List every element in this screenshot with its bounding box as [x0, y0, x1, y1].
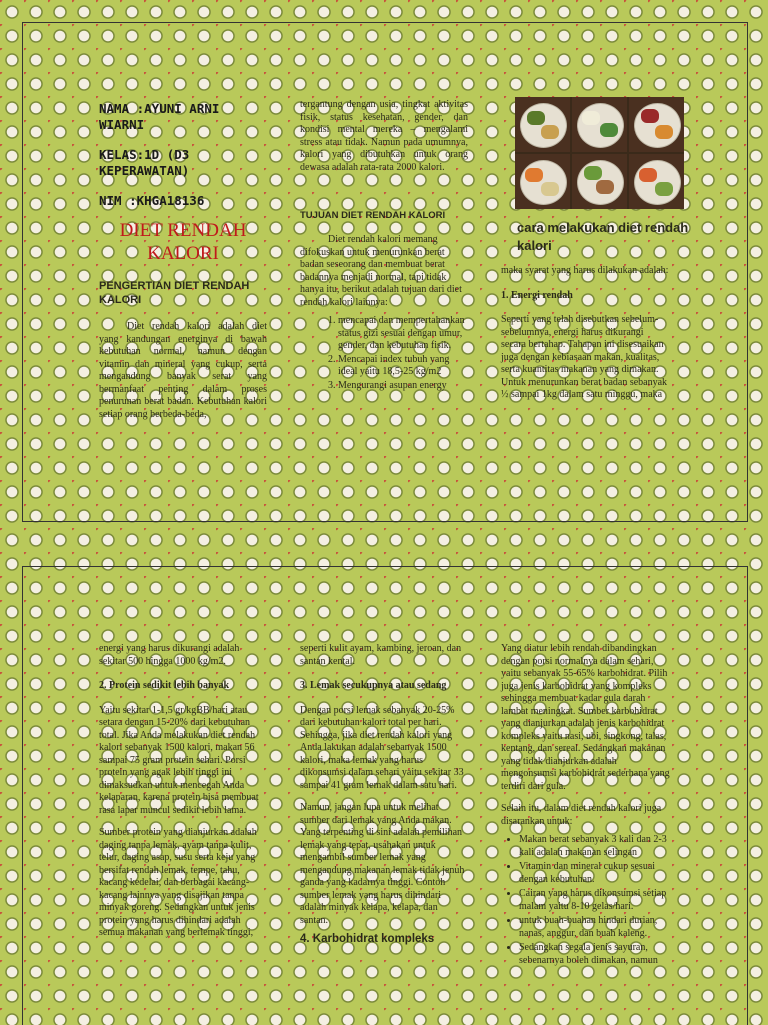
brochure-page-1 [22, 22, 748, 522]
subheading-carbohydrate: 4. Karbohidrat kompleks [300, 933, 435, 945]
carbohydrate-paragraph: Yang diatur lebih rendah dibandingkan dengan porsi normalnya dalam sehari, yaitu sebanyak 55-65% karbohidrat. Pilih juga jenis karbohidrat yang kompleks sehingga membuat kadar gula darah lambat meningkat. Sumber karbohidrat yang dianjurkan adalah jenis karbohidrat kompleks yaitu nasi, ubi, singkong, talas, kentang, dan sereal. Sedangkan makanan yang tidak dianjurkan adalah mengonsumsi karbohidrat sederhana yang terdiri dari gula. [501, 643, 670, 792]
fat-sources-paragraph: Namun, jangan lupa untuk melihat sumber dari lemak yang Anda makan. Yang terpenting di sini adalah pemilihan lemak yang tepat, usahakan untuk mengambil sumber lemak yang mengandung makanan lemak tidak jenuh ganda yang kadarnya tinggi. Contoh sumber lemak yang harus dihindari adalah minyak kelapa, kelapa, dan santan. [300, 802, 465, 926]
goals-list [300, 315, 468, 392]
list-item: 1. mencapai dan mempertahankan status gizi sesuai dengan umur, gender, dan kebutuhan fisik. [338, 315, 468, 353]
subheading-low-energy: 1. Energi rendah [501, 289, 573, 301]
page1-column-2 [300, 99, 468, 393]
recommendations-intro: Selain itu, dalam diet rendah kalori juga disarankan untuk: [501, 803, 662, 827]
meal-photo [515, 154, 570, 209]
section-heading-goals: TUJUAN DIET RENDAH KALORI [300, 210, 446, 221]
page2-column-3 [501, 643, 673, 969]
protein-avoid-paragraph: seperti kulit ayam, kambing, jeroan, dan santan kental. [300, 643, 462, 667]
identity-nim: NIM :KHGA18136 [99, 193, 205, 208]
list-item: • Cairan yang harus dikonsumsi setiap malam yaitu 8-10 gelas/hari. [519, 888, 673, 913]
identity-class: KELAS:1D (D3 KEPERAWATAN) [99, 147, 190, 178]
energy-reduction-paragraph: energi yang harus dikurangi adalah sekitar 500 hingga 1000 kg/m2. [99, 643, 240, 667]
recommendations-list [501, 834, 673, 967]
list-item: 2. Mencapai index tubuh yang ideal yaitu 18,5-25 kg/m2 [338, 354, 468, 379]
list-item: • untuk buah-buahan hindari durian, nanas, anggur, dan buah kaleng. [519, 915, 673, 940]
section-heading-definition: PENGERTIAN DIET RENDAH KALORI [99, 280, 250, 306]
subheading-protein: 2. Protein sedikit lebih banyak [99, 680, 230, 691]
list-item: • Vitamin dan mineral cukup sesuai dengan kebutuhan. [519, 861, 673, 886]
diet-meal-photo-grid [515, 97, 684, 209]
section-heading-how-to: cara melakukan diet rendah kalori [517, 220, 689, 253]
page1-column-1 [99, 101, 267, 427]
definition-paragraph: Diet rendah kalori adalah diet yang kandungan energinya di bawah kebutuhan normal, namun dengan vitamin dan mineral yang cukup, serta mengandung banyak serat yang bermanfaat penting dalam proses penurunan berat badan. Kebutuhan kalori setiap orang berbeda-beda, [99, 321, 267, 420]
list-item: • Sedangkan segala jenis sayuran, sebenarnya boleh dimakan, namun [519, 942, 673, 967]
meal-photo [629, 97, 684, 152]
how-to-intro: maka syarat yang harus dilakukan adalah: [501, 265, 669, 276]
low-energy-paragraph: Seperti yang telah disebutkan sebelum-sebelumnya, energi harus dikurangi secara bertahap. Tahapan ini disesuaikan juga dengan kebiasaan makan, kualitas, serta kuantitas makanan yang dimakan. Untuk menurunkan berat badan sebanyak ½ sampai 1kg dalam satu minggu, maka [501, 314, 668, 400]
meal-photo [629, 154, 684, 209]
meal-photo [515, 97, 570, 152]
list-item: • Makan berat sebanyak 3 kali dan 2-3 kali adalah makanan selingan [519, 834, 673, 859]
identity-name: NAMA :AYUNI ARNI WIARNI [99, 101, 220, 132]
brochure-page-2 [22, 566, 748, 1025]
protein-sources-paragraph: Sumber protein yang dianjurkan adalah daging tanpa lemak, ayam tanpa kulit, telur, daging asap, susu serta keju yang bersifat rendah lemak, tempe, tahu, kacang kedelai, dan berbagai kacang-kacang lainnya yang disajikan tanpa minyak goreng. Sedangkan untuk jenis protein yang harus dihindari adalah semua makanan yang berlemak tinggi, [99, 827, 257, 938]
subheading-fat: 3. Lemak secukupnya atau sedang [300, 680, 447, 691]
meal-photo [572, 154, 627, 209]
fat-paragraph: Dengan porsi lemak sebanyak 20-25% dari kebutuhan kalori total per hari. Sehingga, jika diet rendah kalori yang Anda lakukan adalah sebanyak 1500 kalori, maka lemak yang harus dikonsumsi dalam sehari yaitu sekitar 33 sampai 41 gram lemak dalam satu hari. [300, 704, 464, 791]
page2-column-1 [99, 643, 267, 946]
protein-paragraph: Yaitu sekitar 1-1,5 gr/kgBB/hari atau setara dengan 15-20% dari kebutuhan total. Jika Anda melakukan diet rendah kalori sebanyak 1500 kalori, makan 56 sampai 75 gram protein sehari. Porsi protein yang agak lebih tinggi ini dimaksudkan untuk mencegah Anda kelaparan, karena protein bisa membuat rasa lapar muncul sedikit lebih lama. [99, 704, 259, 816]
kalori-paragraph: tergantung dengan usia, tingkat aktivitas fisik, status kesehatan, gender, dan kondisi mental mereka – mengalami stress atau tidak. Namun pada umumnya, kalori yang dibutuhkan untuk orang dewasa adalah rata-rata 2000 kalori. [300, 99, 468, 173]
goals-intro-paragraph: Diet rendah kalori memang difokuskan untuk menurunkan berat badan seseorang dan membuat berat badannya menjadi normal, tapi tidak hanya itu, berikut adalah tujuan dari diet rendah kalori lainnya: [300, 234, 462, 308]
brochure-title: DIET RENDAH KALORI [119, 220, 247, 264]
page1-column-3 [501, 23, 701, 408]
list-item: 3. Mengurangi asupan energy [338, 380, 468, 393]
page2-column-2 [300, 643, 468, 952]
meal-photo [572, 97, 627, 152]
